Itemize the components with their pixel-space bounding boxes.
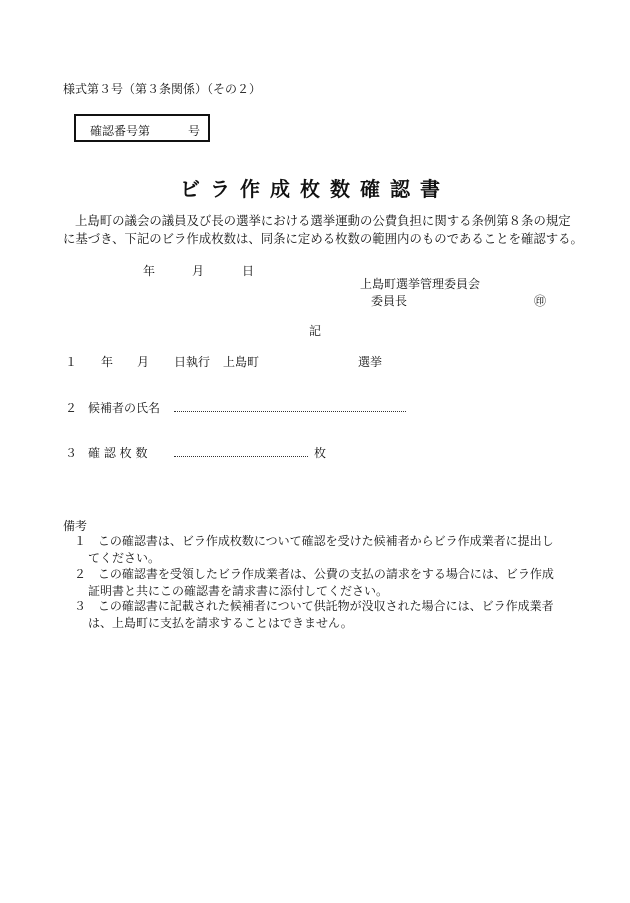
confirmed-count-line [174,446,308,457]
date-day: 日 [242,264,255,278]
item2-number: ２ [65,401,78,415]
lead-line-1: 上島町の議会の議員及び長の選挙における選挙運動の公費負担に関する条例第８条の規定 [75,213,571,228]
remark-3-line-2: は、上島町に支払を請求することはできません。 [88,616,353,630]
issuer-committee: 上島町選挙管理委員会 [360,277,481,291]
confirmed-count-unit: 枚 [314,446,327,460]
candidate-name-label: 候補者の氏名 [88,401,161,415]
ki-heading: 記 [309,324,322,338]
lead-paragraph [63,212,583,248]
document-title: ビラ作成枚数確認書 [180,177,450,201]
item3-number: ３ [65,446,78,460]
item1-month: 月 [137,355,150,369]
confirmation-number-box [74,114,210,142]
remark-3 [74,598,554,632]
remark-1-line-2: てください。 [88,551,161,565]
remark-1 [74,533,554,567]
item1-election: 選挙 [358,355,383,369]
confirmed-count-label: 確 認 枚 数 [88,446,148,460]
candidate-name-line [174,401,406,412]
remark-2 [74,566,554,600]
seal-mark: ㊞ [534,294,547,308]
issuer-chair: 委員長 [371,294,408,308]
lead-line-2: に基づき、下記のビラ作成枚数は、同条に定める枚数の範囲内のものであることを確認する。 [63,231,583,246]
form-number: 様式第３号（第３条関係）（その２） [63,82,262,96]
date-year: 年 [143,264,156,278]
remark-1-number: １ [74,534,87,548]
item1-year: 年 [101,355,114,369]
item1-town: 上島町 [223,355,260,369]
confirmation-number-label: 確認番号第 [90,124,151,138]
remark-2-number: ２ [74,567,87,581]
date-month: 月 [192,264,205,278]
confirmation-number-suffix: 号 [188,124,201,138]
remark-3-number: ３ [74,599,87,613]
remark-2-line-1: この確認書を受領したビラ作成業者は、公費の支払の請求をする場合には、ビラ作成 [97,567,554,581]
item1-day-exec: 日執行 [174,355,211,369]
remark-2-line-2: 証明書と共にこの確認書を請求書に添付してください。 [88,584,389,598]
remark-3-line-1: この確認書に記載された候補者について供託物が没収された場合には、ビラ作成業者 [97,599,554,613]
item1-number: １ [65,355,78,369]
remark-1-line-1: この確認書は、ビラ作成枚数について確認を受けた候補者からビラ作成業者に提出し [97,534,554,548]
remarks-heading: 備考 [63,519,88,533]
